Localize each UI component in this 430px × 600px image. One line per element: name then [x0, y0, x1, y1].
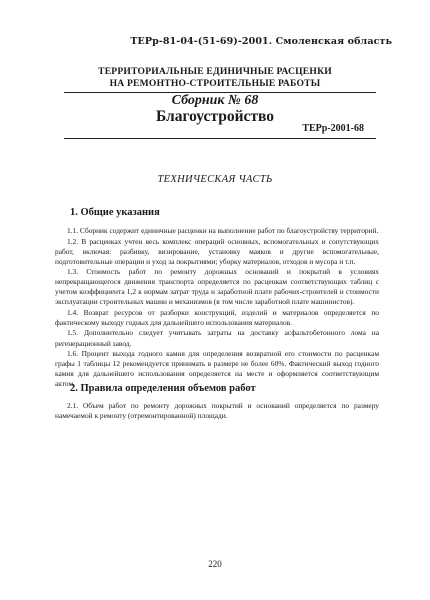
paragraph-1-3: 1.3. Стоимость работ по ремонту дорожных оснований и покрытий в условиях непрекращающегося движения транспорта определяется по расценкам соответствующих таблиц с учетом коэффициента 1,2 к нормам затрат труда и заработной плате рабочих-строителей и стоимости эксплуатации строительных машин и механизмов (в том числе заработной плате машинистов).	[55, 267, 379, 307]
paragraph-1-2: 1.2. В расценках учтен весь комплекс операций основных, вспомогательных и сопутствующих работ, включая: разбивку, визирование, установку маяков и другие вспомогательные, подготовительные операции и уход за покрытиями; уборку материалов, отходов и мусора и т.п.	[55, 236, 379, 266]
paragraph-1-1: 1.1. Сборник содержит единичные расценки на выполнение работ по благоустройству территорий.	[67, 226, 379, 235]
section-2-body	[55, 401, 379, 422]
section-1-body	[55, 226, 379, 390]
section-2-heading: 2. Правила определения объемов работ	[70, 383, 256, 394]
document-id-header: ТЕРр-81-04-(51-69)-2001. Смоленская область	[130, 36, 392, 47]
page-number: 220	[208, 559, 222, 569]
paragraph-1-4: 1.4. Возврат ресурсов от разборки конструкций, изделий и материалов определяется по фактическому выходу годных для дальнейшего использования материалов.	[55, 307, 379, 327]
technical-part-heading: ТЕХНИЧЕСКАЯ ЧАСТЬ	[157, 174, 273, 185]
collection-code: ТЕРр-2001-68	[302, 123, 364, 134]
collection-subject: Благоустройство	[155, 108, 275, 125]
section-1-heading: 1. Общие указания	[70, 207, 160, 218]
title-bottom-rule	[64, 138, 376, 139]
rates-title-line-1: ТЕРРИТОРИАЛЬНЫЕ ЕДИНИЧНЫЕ РАСЦЕНКИ	[98, 66, 332, 77]
paragraph-1-5: 1.5. Дополнительно следует учитывать затраты на доставку асфальтобетонного лома на регенерационный завод.	[55, 328, 379, 348]
collection-number: Сборник № 68	[171, 93, 259, 108]
paragraph-1-6: 1.6. Процент выхода годного камня для определения возвратной его стоимости по расценкам графы 1 таблицы 12 рекомендуется принимать в размере не более 60%. Фактический выход годного камня для дальнейшего использования определяется на месте и оформляется соответствующим актом.	[55, 349, 379, 389]
paragraph-2-1: 2.1. Объем работ по ремонту дорожных покрытий и оснований определяется по размеру намечаемой к ремонту (отремонтированной) площади.	[55, 401, 379, 421]
rates-title-line-2: НА РЕМОНТНО-СТРОИТЕЛЬНЫЕ РАБОТЫ	[109, 78, 321, 89]
rates-title	[60, 66, 370, 90]
